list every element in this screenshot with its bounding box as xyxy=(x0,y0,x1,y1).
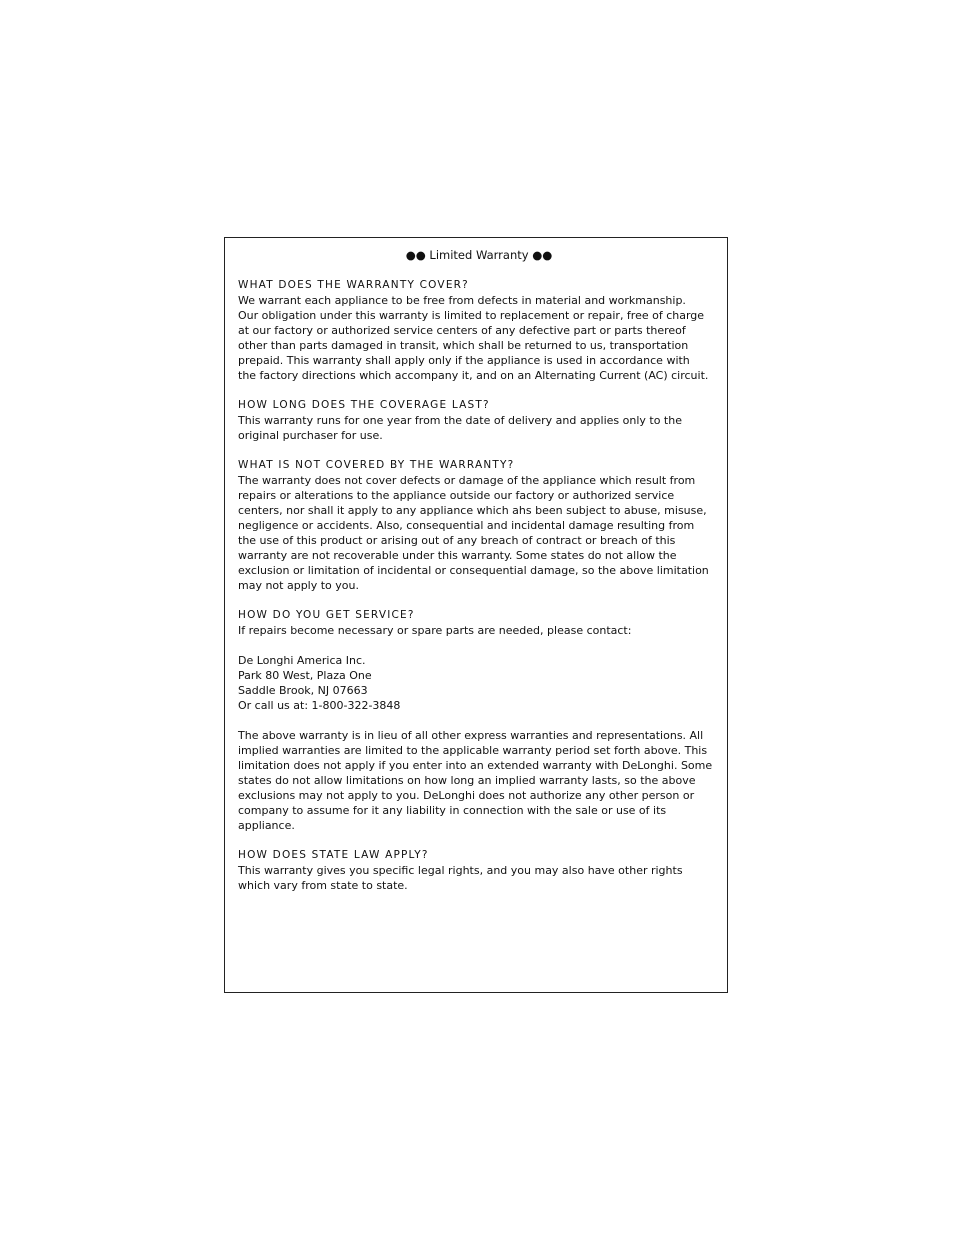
section-heading-duration: HOW LONG DOES THE COVERAGE LAST? xyxy=(238,399,490,411)
warranty-title xyxy=(238,248,720,263)
section-heading-state-law: HOW DOES STATE LAW APPLY? xyxy=(238,849,429,861)
section-body-not-covered: The warranty does not cover defects or damage of the appliance which result from repairs or alterations to the appliance outside our factory or authorized service centers, nor shall it apply to any appliance which ahs been subject to abuse, misuse, negligence or accidents. Also, consequential and incidental damage resulting from the use of this product or arising out of any breach of contract or breach of this warranty are not recoverable under this warranty. Some states do not allow the exclusion or limitation of incidental or consequential damage, so the above limitation may not apply to you. xyxy=(238,474,709,592)
section-body-state-law: This warranty gives you specific legal rights, and you may also have other rights which vary from state to state. xyxy=(238,864,683,892)
section-body-coverage: We warrant each appliance to be free from defects in material and workmanship. Our obligation under this warranty is limited to replacement or repair, free of charge at our factory or authorized service centers of any defective part or parts thereof other than parts damaged in transit, which shall be returned to us, transportation prepaid. This warranty shall apply only if the appliance is used in accordance with the factory directions which accompany it, and on an Alternating Current (AC) circuit. xyxy=(238,294,709,382)
title-dots-left: ●● xyxy=(405,248,426,262)
section-heading-coverage: WHAT DOES THE WARRANTY COVER? xyxy=(238,279,469,291)
title-text: Limited Warranty xyxy=(429,248,529,262)
title-dots-right: ●● xyxy=(532,248,553,262)
warranty-panel xyxy=(224,237,728,993)
section-body-duration: This warranty runs for one year from the date of delivery and applies only to the original purchaser for use. xyxy=(238,414,682,442)
contact-address: De Longhi America Inc. Park 80 West, Plaza One Saddle Brook, NJ 07663 Or call us at: 1-800-322-3848 xyxy=(238,654,401,712)
section-heading-service: HOW DO YOU GET SERVICE? xyxy=(238,609,415,621)
section-body-service: If repairs become necessary or spare parts are needed, please contact: xyxy=(238,624,632,637)
section-heading-not-covered: WHAT IS NOT COVERED BY THE WARRANTY? xyxy=(238,459,515,471)
disclaimer-paragraph: The above warranty is in lieu of all other express warranties and representations. All implied warranties are limited to the applicable warranty period set forth above. This limitation does not apply if you enter into an extended warranty with DeLonghi. Some states do not allow limitations on how long an implied warranty lasts, so the above exclusions may not apply to you. DeLonghi does not authorize any other person or company to assume for it any liability in connection with the sale or use of its appliance. xyxy=(238,729,713,832)
warranty-content xyxy=(238,248,720,908)
